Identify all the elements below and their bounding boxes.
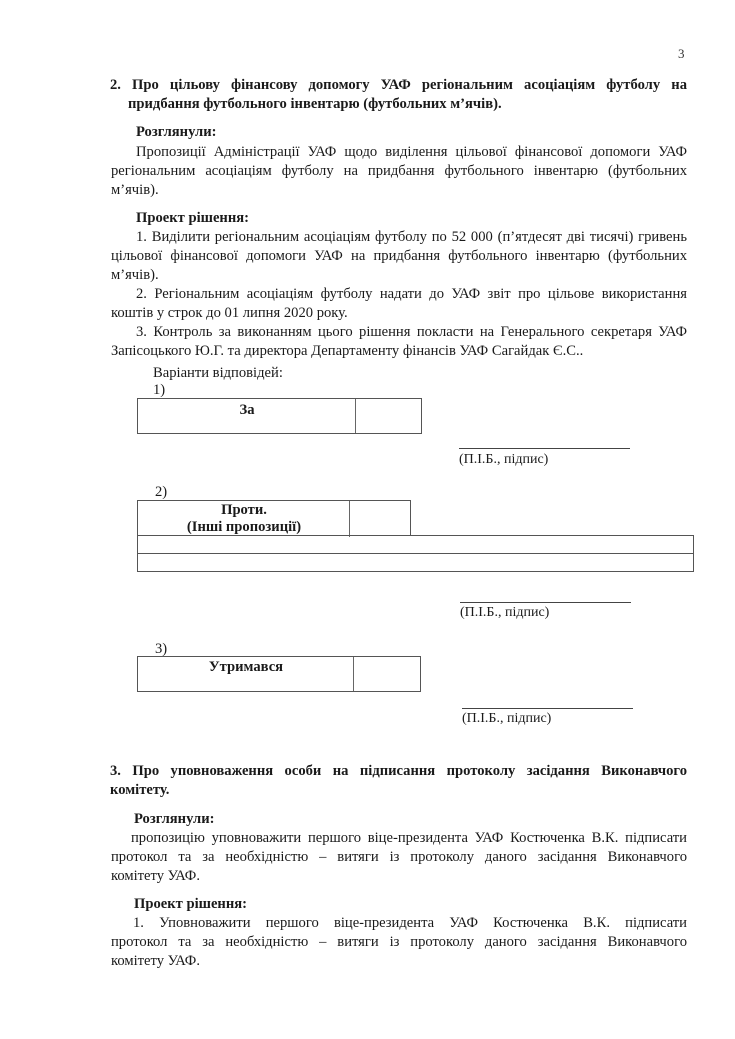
option-2-number: 2) <box>155 484 168 500</box>
draft-item-1-line: 1. Виділити регіональним асоціаціям футболу по 52 000 (п’ятдесят дві тисячі) гривень <box>136 229 687 245</box>
option-2-vote-cell[interactable] <box>350 501 410 537</box>
option-3-vote-cell[interactable] <box>354 657 420 691</box>
option-2-signature-caption: (П.І.Б., підпис) <box>460 605 550 620</box>
page-number: 3 <box>678 46 685 61</box>
section-2-draft-text <box>111 228 687 361</box>
text-line: комітету УАФ. <box>111 868 200 884</box>
option-3-box <box>137 656 421 692</box>
draft-item-1-line: цільової фінансової допомоги УАФ на придбання футбольного інвентарю (футбольних <box>111 248 687 264</box>
section-3-considered-label: Розглянули: <box>134 811 215 827</box>
answers-label: Варіанти відповідей: <box>153 365 283 381</box>
draft-item-2-line: коштів у строк до 01 липня 2020 року. <box>111 305 348 321</box>
section-3-draft-text <box>111 914 687 971</box>
section-2-title <box>110 76 687 114</box>
option-2-label <box>138 502 350 536</box>
text-line: регіональним асоціаціям футболу на придбання футбольного інвентарю (футбольних <box>111 163 687 179</box>
option-3-number: 3) <box>155 641 168 657</box>
text-line: Пропозиції Адміністрації УАФ щодо виділення цільової фінансової допомоги УАФ <box>136 144 687 160</box>
section-3-title-line-2: комітету. <box>110 782 170 798</box>
text-line: протокол та за необхідністю – витяги із протоколу даного засідання Виконавчого <box>111 849 687 865</box>
option-2-label-line-1: Проти. <box>221 502 267 518</box>
option-1-signature-caption: (П.І.Б., підпис) <box>459 452 549 467</box>
option-3-signature-line[interactable] <box>462 708 633 709</box>
section-2-title-line-2: придбання футбольного інвентарю (футбольних м’ячів). <box>128 96 502 112</box>
option-1-number: 1) <box>153 382 166 398</box>
section-2-considered-label: Розглянули: <box>136 124 217 140</box>
section-3-title-line-1: 3. Про уповноваження особи на підписання протоколу засідання Виконавчого <box>110 763 687 779</box>
text-line: пропозицію уповноважити першого віце-президента УАФ Костюченка В.К. підписати <box>131 830 687 846</box>
option-3-label: Утримався <box>208 659 284 675</box>
option-2-label-line-2: (Інші пропозиції) <box>186 519 302 535</box>
draft-item-1-line: м’ячів). <box>111 267 159 283</box>
draft-item-2-line: 2. Регіональним асоціаціям футболу надати до УАФ звіт про цільове використання <box>136 286 687 302</box>
section-3-title <box>110 762 687 800</box>
section-3-considered-text <box>111 829 687 886</box>
draft-item-1-line: 1. Уповноважити першого віце-президента УАФ Костюченка В.К. підписати <box>133 915 687 931</box>
draft-item-3-line: 3. Контроль за виконанням цього рішення покласти на Генерального секретаря УАФ <box>136 324 687 340</box>
option-2-proposal-row-1[interactable] <box>137 535 694 554</box>
option-1-label: За <box>239 402 255 418</box>
option-3-signature-caption: (П.І.Б., підпис) <box>462 711 552 726</box>
section-2-considered-text <box>111 143 687 200</box>
option-2-proposal-row-2[interactable] <box>137 553 694 572</box>
option-1-box <box>137 398 422 434</box>
option-1-vote-cell[interactable] <box>356 399 421 433</box>
option-1-signature-line[interactable] <box>459 448 630 449</box>
section-2-draft-label: Проект рішення: <box>136 210 250 226</box>
section-2-title-line-1: 2. Про цільову фінансову допомогу УАФ регіональним асоціаціям футболу на <box>110 77 687 93</box>
option-2-box <box>137 500 411 536</box>
draft-item-1-line: комітету УАФ. <box>111 953 200 969</box>
option-2-signature-line[interactable] <box>460 602 631 603</box>
draft-item-3-line: Запісоцького Ю.Г. та директора Департаменту фінансів УАФ Сагайдак Є.С.. <box>111 343 584 359</box>
text-line: м’ячів). <box>111 182 159 198</box>
draft-item-1-line: протокол та за необхідністю – витяги із протоколу даного засідання Виконавчого <box>111 934 687 950</box>
section-3-draft-label: Проект рішення: <box>134 896 248 912</box>
